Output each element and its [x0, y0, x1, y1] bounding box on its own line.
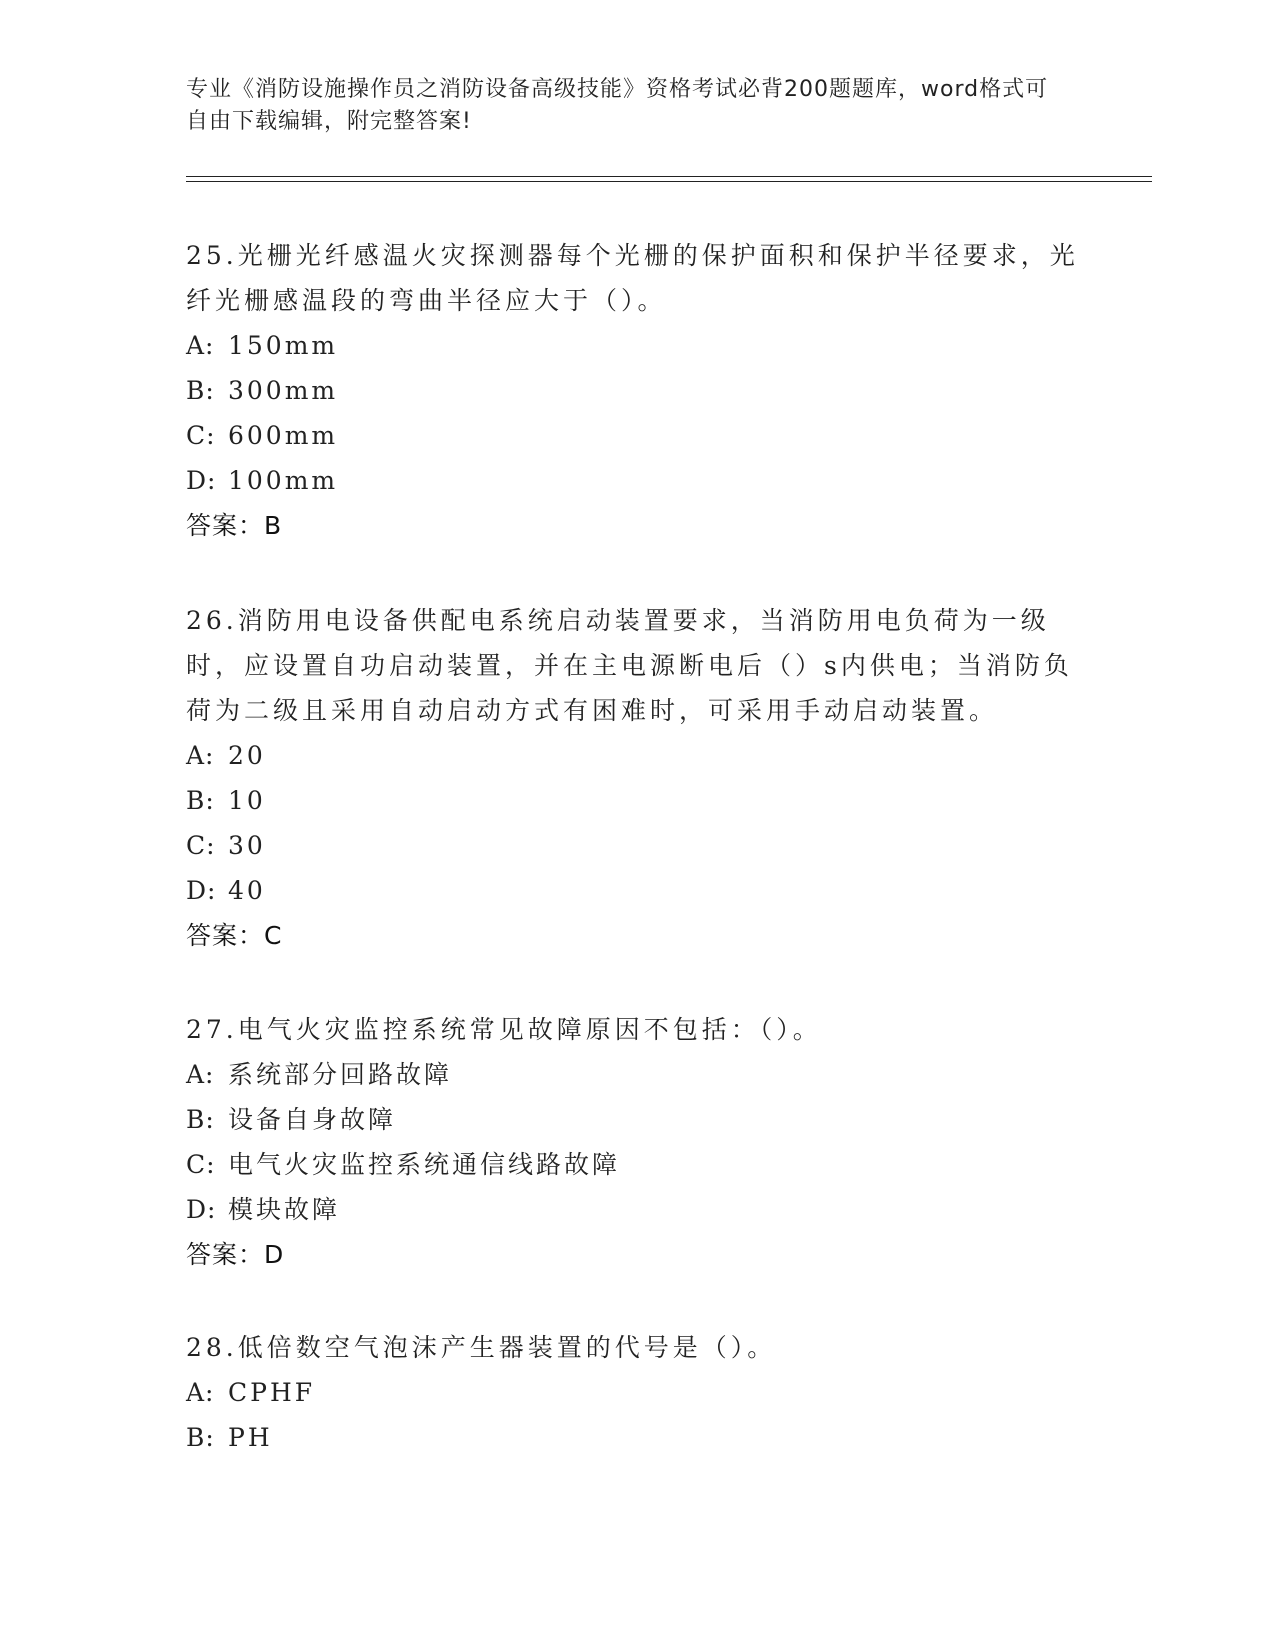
- option-letter: C:: [186, 1150, 216, 1179]
- option-letter: B:: [186, 786, 215, 815]
- option-letter: D:: [186, 466, 217, 495]
- question-stem: 28.低倍数空气泡沫产生器装置的代号是（）。: [186, 1333, 777, 1362]
- option-c: [186, 413, 1086, 458]
- option-letter: C:: [186, 421, 216, 450]
- option-text: 10: [228, 786, 266, 815]
- question-stem: 25.光栅光纤感温火灾探测器每个光栅的保护面积和保护半径要求，光纤光栅感温段的弯曲半径应大于（）。: [186, 241, 1079, 315]
- option-letter: B:: [186, 1423, 215, 1452]
- option-text: 40: [228, 876, 266, 905]
- option-text: 模块故障: [228, 1195, 341, 1224]
- document-header: 专业《消防设施操作员之消防设备高级技能》资格考试必背200题题库，word格式可自由下载编辑，附完整答案!: [186, 77, 1049, 134]
- option-letter: D:: [186, 876, 217, 905]
- option-b: [186, 778, 1086, 823]
- option-letter: C:: [186, 831, 216, 860]
- question-28: [186, 1325, 1086, 1460]
- option-b: [186, 1097, 1086, 1142]
- option-letter: A:: [186, 1378, 215, 1407]
- answer-label: 答案：B: [186, 511, 283, 540]
- question-25: [186, 233, 1086, 548]
- option-letter: B:: [186, 376, 215, 405]
- answer-label: 答案：C: [186, 921, 283, 950]
- option-text: 30: [228, 831, 266, 860]
- option-d: [186, 868, 1086, 913]
- option-text: 150mm: [228, 331, 339, 360]
- answer-label: 答案：D: [186, 1240, 285, 1269]
- header-divider-top: [186, 176, 1152, 177]
- option-text: 100mm: [228, 466, 339, 495]
- option-d: [186, 1187, 1086, 1232]
- option-text: PH: [228, 1423, 273, 1452]
- question-stem: 27.电气火灾监控系统常见故障原因不包括：（）。: [186, 1015, 822, 1044]
- option-a: [186, 1052, 1086, 1097]
- option-text: 300mm: [228, 376, 339, 405]
- option-a: [186, 733, 1086, 778]
- question-26: [186, 598, 1086, 958]
- option-a: [186, 323, 1086, 368]
- question-27: [186, 1007, 1086, 1277]
- option-text: 系统部分回路故障: [228, 1060, 453, 1089]
- option-letter: D:: [186, 1195, 217, 1224]
- option-text: 20: [228, 741, 266, 770]
- question-stem: 26.消防用电设备供配电系统启动装置要求，当消防用电负荷为一级时，应设置自功启动装置，并在主电源断电后（）s内供电；当消防负荷为二级且采用自动启动方式有困难时，可采用手动启动装置。: [186, 606, 1073, 725]
- option-c: [186, 823, 1086, 868]
- option-text: 设备自身故障: [228, 1105, 397, 1134]
- option-text: 600mm: [228, 421, 339, 450]
- header-divider-bottom: [186, 181, 1152, 182]
- option-text: 电气火灾监控系统通信线路故障: [228, 1150, 621, 1179]
- option-c: [186, 1142, 1086, 1187]
- option-text: CPHF: [228, 1378, 316, 1407]
- option-a: [186, 1370, 1086, 1415]
- option-letter: A:: [186, 331, 215, 360]
- option-b: [186, 368, 1086, 413]
- option-letter: A:: [186, 741, 215, 770]
- option-d: [186, 458, 1086, 503]
- option-letter: A:: [186, 1060, 215, 1089]
- option-b: [186, 1415, 1086, 1460]
- option-letter: B:: [186, 1105, 215, 1134]
